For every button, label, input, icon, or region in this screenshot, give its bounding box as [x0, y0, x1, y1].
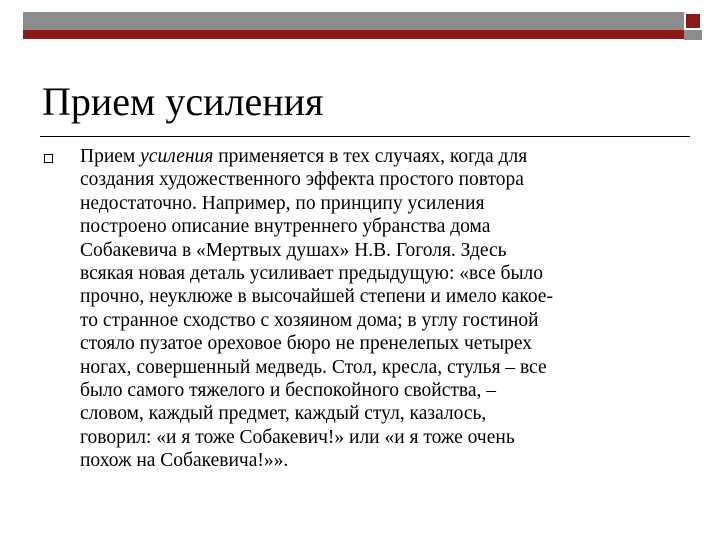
bullet-paragraph: [80, 145, 685, 473]
paragraph-line: недостаточно. Например, по принципу усиления: [80, 192, 485, 214]
paragraph-line: прочно, неуклюже в высочайшей степени и имело какое-: [80, 286, 553, 308]
header-corner-gray-square: [684, 30, 702, 40]
paragraph-line-1: [80, 145, 685, 168]
paragraph-line: всякая новая деталь усиливает предыдущую: «все было: [80, 263, 544, 285]
header-gray-band: [23, 12, 695, 30]
paragraph-line: словом, каждый предмет, каждый стул, казалось,: [80, 403, 487, 425]
paragraph-line: создания художественного эффекта простого повтора: [80, 169, 524, 191]
paragraph-line: то странное сходство с хозяином дома; в углу гостиной: [80, 309, 539, 331]
header-red-band: [23, 30, 695, 39]
paragraph-line: Собакевича в «Мертвых душах» Н.В. Гоголя. Здесь: [80, 239, 507, 261]
paragraph-line: говорил: «и я тоже Собакевич!» или «и я тоже очень: [80, 426, 515, 448]
line-1-prefix: Прием: [80, 146, 141, 167]
paragraph-line: стояло пузатое ореховое бюро не пренелепых четырех: [80, 333, 532, 355]
header-corner-red-square: [684, 12, 702, 30]
paragraph-line: было самого тяжелого и беспокойного свойства, –: [80, 380, 497, 402]
paragraph-line: ногах, совершенный медведь. Стол, кресла, стулья – все: [80, 356, 547, 378]
paragraph-line: похож на Собакевича!»».: [80, 450, 289, 472]
line-1-suffix: применяется в тех случаях, когда для: [213, 146, 528, 167]
hollow-square-bullet-icon: [44, 154, 53, 163]
italic-term: усиления: [140, 146, 214, 167]
title-divider: [40, 136, 690, 137]
slide-title: Прием усиления: [42, 79, 324, 124]
paragraph-line: построено описание внутреннего убранства дома: [80, 216, 491, 238]
